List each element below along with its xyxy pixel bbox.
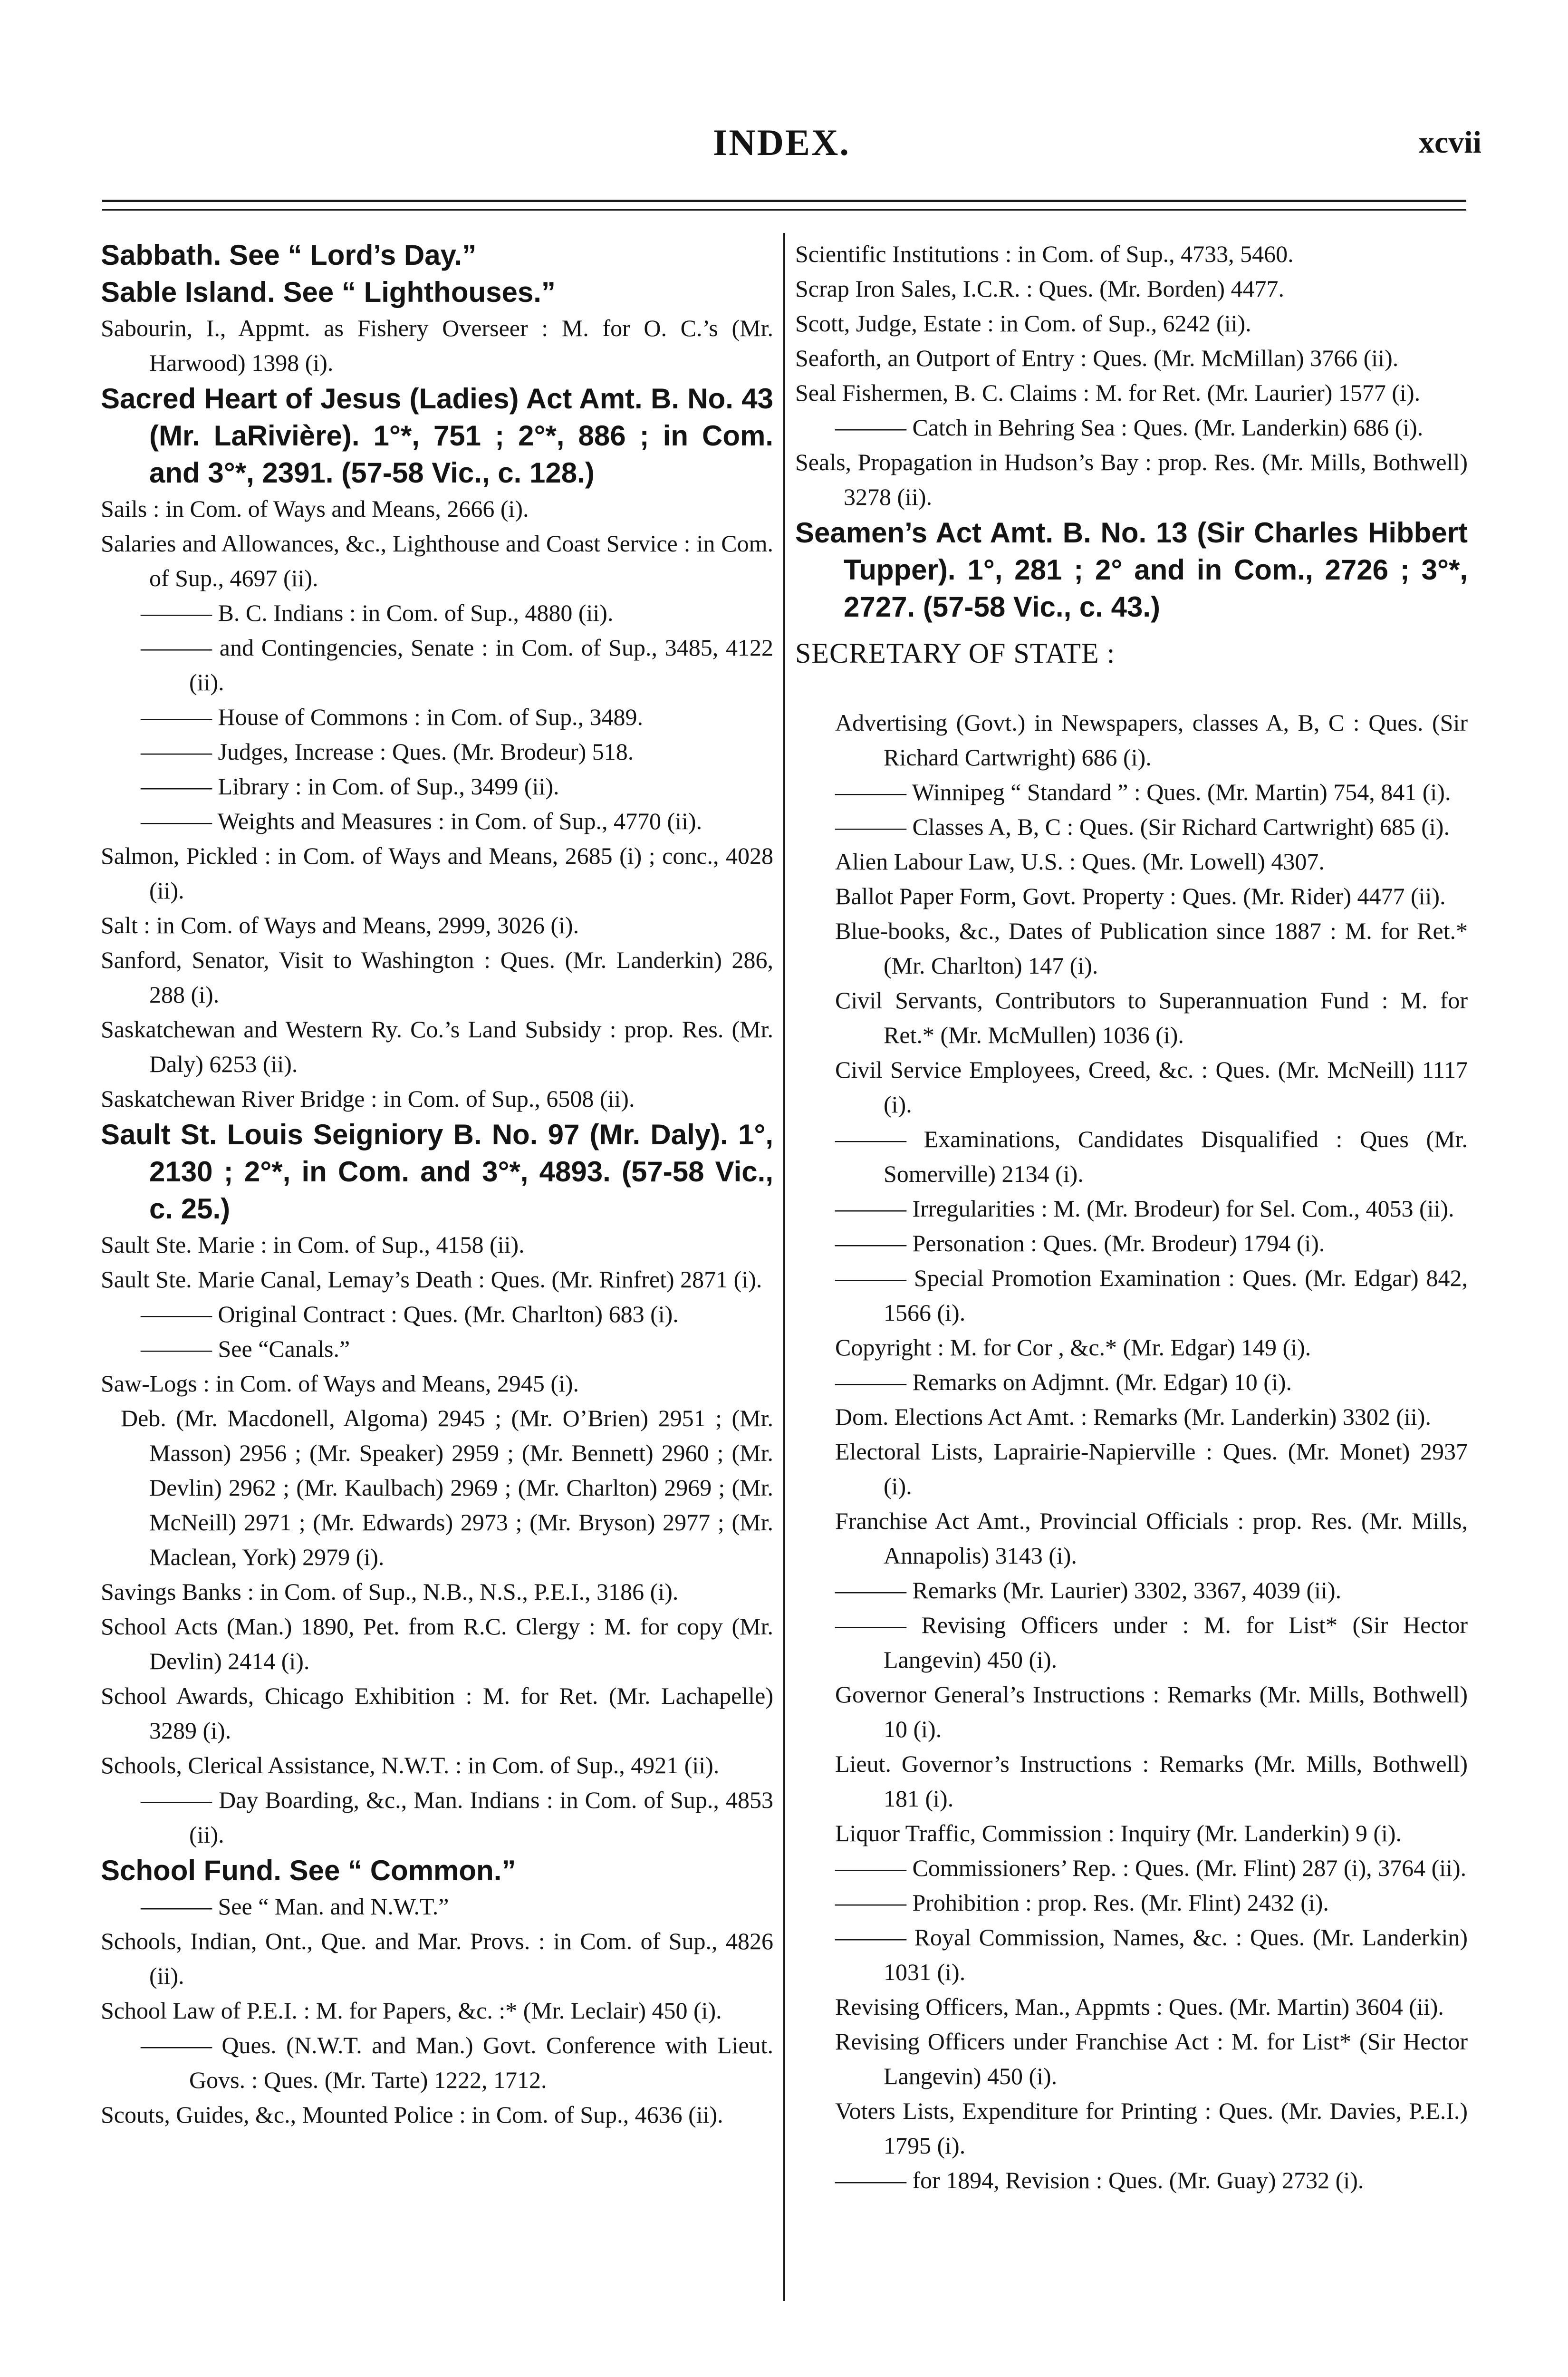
index-entry: Schools, Indian, Ont., Que. and Mar. Provs. : in Com. of Sup., 4826 (ii). [101,1928,773,1989]
index-entry: ——— Prohibition : prop. Res. (Mr. Flint) 2432 (i). [835,1889,1329,1916]
page-title: INDEX. [713,122,850,163]
index-entry: ——— Examinations, Candidates Disqualified : Ques (Mr. Somerville) 2134 (i). [835,1126,1468,1187]
index-entry: Copyright : M. for Cor , &c.* (Mr. Edgar) 149 (i). [835,1334,1311,1361]
index-entry: Civil Service Employees, Creed, &c. : Ques. (Mr. McNeill) 1117 (i). [835,1056,1468,1118]
index-entry: School Law of P.E.I. : M. for Papers, &c. :* (Mr. Leclair) 450 (i). [101,1997,722,2024]
index-entry: Scrap Iron Sales, I.C.R. : Ques. (Mr. Borden) 4477. [795,275,1285,302]
index-entry: Dom. Elections Act Amt. : Remarks (Mr. Landerkin) 3302 (ii). [835,1403,1431,1430]
index-entry: Sabourin, I., Appmt. as Fishery Overseer : M. for O. C.’s (Mr. Harwood) 1398 (i). [101,315,773,376]
index-entry: ——— B. C. Indians : in Com. of Sup., 4880 (ii). [141,599,614,626]
index-entry: Sabbath. See “ Lord’s Day.” [101,239,477,271]
index-entry: ——— Revising Officers under : M. for List* (Sir Hector Langevin) 450 (i). [835,1612,1468,1673]
index-entry: Blue-books, &c., Dates of Publication since 1887 : M. for Ret.* (Mr. Charlton) 147 (i). [835,918,1468,979]
index-entry: Scientific Institutions : in Com. of Sup., 4733, 5460. [795,241,1294,267]
index-entry: ——— Winnipeg “ Standard ” : Ques. (Mr. Martin) 754, 841 (i). [835,779,1451,805]
index-entry: Sanford, Senator, Visit to Washington : Ques. (Mr. Landerkin) 286, 288 (i). [101,947,773,1008]
index-entry: Alien Labour Law, U.S. : Ques. (Mr. Lowell) 4307. [835,848,1325,875]
index-entry: ——— Weights and Measures : in Com. of Sup., 4770 (ii). [141,808,702,834]
index-entry: ——— Royal Commission, Names, &c. : Ques. (Mr. Landerkin) 1031 (i). [835,1924,1468,1985]
index-entry: Sacred Heart of Jesus (Ladies) Act Amt. B. No. 43 (Mr. LaRivière). 1°*, 751 ; 2°*, 886 ; in Com. and 3°*, 2391. (57-58 Vic., c. 128.) [101,383,773,489]
header-rule [102,200,1466,202]
index-entry: Saskatchewan River Bridge : in Com. of Sup., 6508 (ii). [101,1085,635,1112]
index-entry: Salaries and Allowances, &c., Lighthouse and Coast Service : in Com. of Sup., 4697 (ii). [101,530,773,591]
index-entry: Sault Ste. Marie : in Com. of Sup., 4158 (ii). [101,1231,525,1258]
index-entry: Lieut. Governor’s Instructions : Remarks (Mr. Mills, Bothwell) 181 (i). [835,1750,1468,1812]
index-entry: Sable Island. See “ Lighthouses.” [101,276,556,308]
index-entry: Revising Officers, Man., Appmts : Ques. (Mr. Martin) 3604 (ii). [835,1993,1444,2020]
index-entry: Saskatchewan and Western Ry. Co.’s Land Subsidy : prop. Res. (Mr. Daly) 6253 (ii). [101,1016,773,1077]
index-entry: Voters Lists, Expenditure for Printing : Ques. (Mr. Davies, P.E.I.) 1795 (i). [835,2097,1468,2159]
index-entry: Revising Officers under Franchise Act : M. for List* (Sir Hector Langevin) 450 (i). [835,2028,1468,2089]
index-entry: Advertising (Govt.) in Newspapers, classes A, B, C : Ques. (Sir Richard Cartwright) 686 (i). [835,709,1468,771]
index-entry: ——— Special Promotion Examination : Ques. (Mr. Edgar) 842, 1566 (i). [835,1265,1468,1326]
index-entry: Ballot Paper Form, Govt. Property : Ques. (Mr. Rider) 4477 (ii). [835,883,1446,909]
index-entry: ——— Remarks (Mr. Laurier) 3302, 3367, 4039 (ii). [835,1577,1342,1604]
page-number: xcvii [1419,125,1481,160]
index-entry: Liquor Traffic, Commission : Inquiry (Mr. Landerkin) 9 (i). [835,1820,1402,1846]
index-entry: ——— Judges, Increase : Ques. (Mr. Brodeur) 518. [141,738,634,765]
index-entry: Seals, Propagation in Hudson’s Bay : prop. Res. (Mr. Mills, Bothwell) 3278 (ii). [795,449,1468,510]
index-entry: Savings Banks : in Com. of Sup., N.B., N.S., P.E.I., 3186 (i). [101,1578,679,1605]
index-entry: Civil Servants, Contributors to Superannuation Fund : M. for Ret.* (Mr. McMullen) 1036 (i). [835,987,1468,1048]
index-entry: Seaforth, an Outport of Entry : Ques. (Mr. McMillan) 3766 (ii). [795,345,1399,371]
index-entry: ——— See “Canals.” [141,1335,350,1362]
index-section-heading: SECRETARY OF STATE : [795,638,1116,669]
right-column [795,237,1468,2198]
index-entry: ——— and Contingencies, Senate : in Com. of Sup., 3485, 4122 (ii). [141,634,773,696]
index-entry: Salmon, Pickled : in Com. of Ways and Means, 2685 (i) ; conc., 4028 (ii). [101,842,773,904]
index-entry: ——— Commissioners’ Rep. : Ques. (Mr. Flint) 287 (i), 3764 (ii). [835,1855,1467,1881]
index-entry: ——— House of Commons : in Com. of Sup., 3489. [141,704,643,730]
index-entry: Schools, Clerical Assistance, N.W.T. : in Com. of Sup., 4921 (ii). [101,1752,720,1778]
index-entry: Scouts, Guides, &c., Mounted Police : in Com. of Sup., 4636 (ii). [101,2101,723,2128]
index-entry: Sault St. Louis Seigniory B. No. 97 (Mr. Daly). 1°, 2130 ; 2°*, in Com. and 3°*, 4893. (57-58 Vic., c. 25.) [101,1119,773,1225]
index-entry: School Fund. See “ Common.” [101,1855,516,1886]
left-column [101,237,773,2132]
index-entry: Seal Fishermen, B. C. Claims : M. for Ret. (Mr. Laurier) 1577 (i). [795,379,1421,406]
index-entry: ——— Personation : Ques. (Mr. Brodeur) 1794 (i). [835,1230,1325,1256]
index-entry: Sails : in Com. of Ways and Means, 2666 (i). [101,495,529,522]
index-entry: Franchise Act Amt., Provincial Officials : prop. Res. (Mr. Mills, Annapolis) 3143 (i). [835,1507,1468,1569]
index-entry: ——— Day Boarding, &c., Man. Indians : in Com. of Sup., 4853 (ii). [141,1787,773,1848]
index-entry: School Awards, Chicago Exhibition : M. for Ret. (Mr. Lachapelle) 3289 (i). [101,1682,773,1744]
index-entry: Electoral Lists, Laprairie-Napierville : Ques. (Mr. Monet) 2937 (i). [835,1438,1468,1499]
column-divider [783,233,785,2301]
index-entry: ——— Original Contract : Ques. (Mr. Charlton) 683 (i). [141,1301,679,1327]
index-entry: Seamen’s Act Amt. B. No. 13 (Sir Charles Hibbert Tupper). 1°, 281 ; 2° and in Com., 2726 ; 3°*, 2727. (57-58 Vic., c. 43.) [795,517,1468,623]
index-entry: ——— for 1894, Revision : Ques. (Mr. Guay) 2732 (i). [835,2167,1364,2193]
header-rule-thin [102,209,1466,211]
index-entry: Sault Ste. Marie Canal, Lemay’s Death : Ques. (Mr. Rinfret) 2871 (i). [101,1266,762,1293]
index-entry: ——— Catch in Behring Sea : Ques. (Mr. Landerkin) 686 (i). [835,414,1424,441]
index-entry: ——— Irregularities : M. (Mr. Brodeur) for Sel. Com., 4053 (ii). [835,1195,1454,1222]
index-entry: ——— Remarks on Adjmnt. (Mr. Edgar) 10 (i). [835,1369,1292,1395]
index-entry: School Acts (Man.) 1890, Pet. from R.C. Clergy : M. for copy (Mr. Devlin) 2414 (i). [101,1613,773,1674]
index-entry: ——— See “ Man. and N.W.T.” [141,1893,449,1920]
index-entry: ——— Library : in Com. of Sup., 3499 (ii). [141,773,559,800]
index-entry: Governor General’s Instructions : Remarks (Mr. Mills, Bothwell) 10 (i). [835,1681,1468,1742]
index-entry: Deb. (Mr. Macdonell, Algoma) 2945 ; (Mr. O’Brien) 2951 ; (Mr. Masson) 2956 ; (Mr. Speaker) 2959 ; (Mr. Bennett) 2960 ; (Mr. Devlin) 2962 ; (Mr. Kaulbach) 2969 ; (Mr. Charlton) 2969 ; (Mr. McNeill) 2971 ; (Mr. Edwards) 2973 ; (Mr. Bryson) 2977 ; (Mr. Maclean, York) 2979 (i). [121,1405,773,1570]
index-entry: Salt : in Com. of Ways and Means, 2999, 3026 (i). [101,912,579,938]
index-entry: Scott, Judge, Estate : in Com. of Sup., 6242 (ii). [795,310,1251,337]
index-entry: Saw-Logs : in Com. of Ways and Means, 2945 (i). [101,1370,579,1397]
index-entry: ——— Ques. (N.W.T. and Man.) Govt. Conference with Lieut. Govs. : Ques. (Mr. Tarte) 1222, 1712. [141,2032,773,2093]
index-entry: ——— Classes A, B, C : Ques. (Sir Richard Cartwright) 685 (i). [835,813,1450,840]
